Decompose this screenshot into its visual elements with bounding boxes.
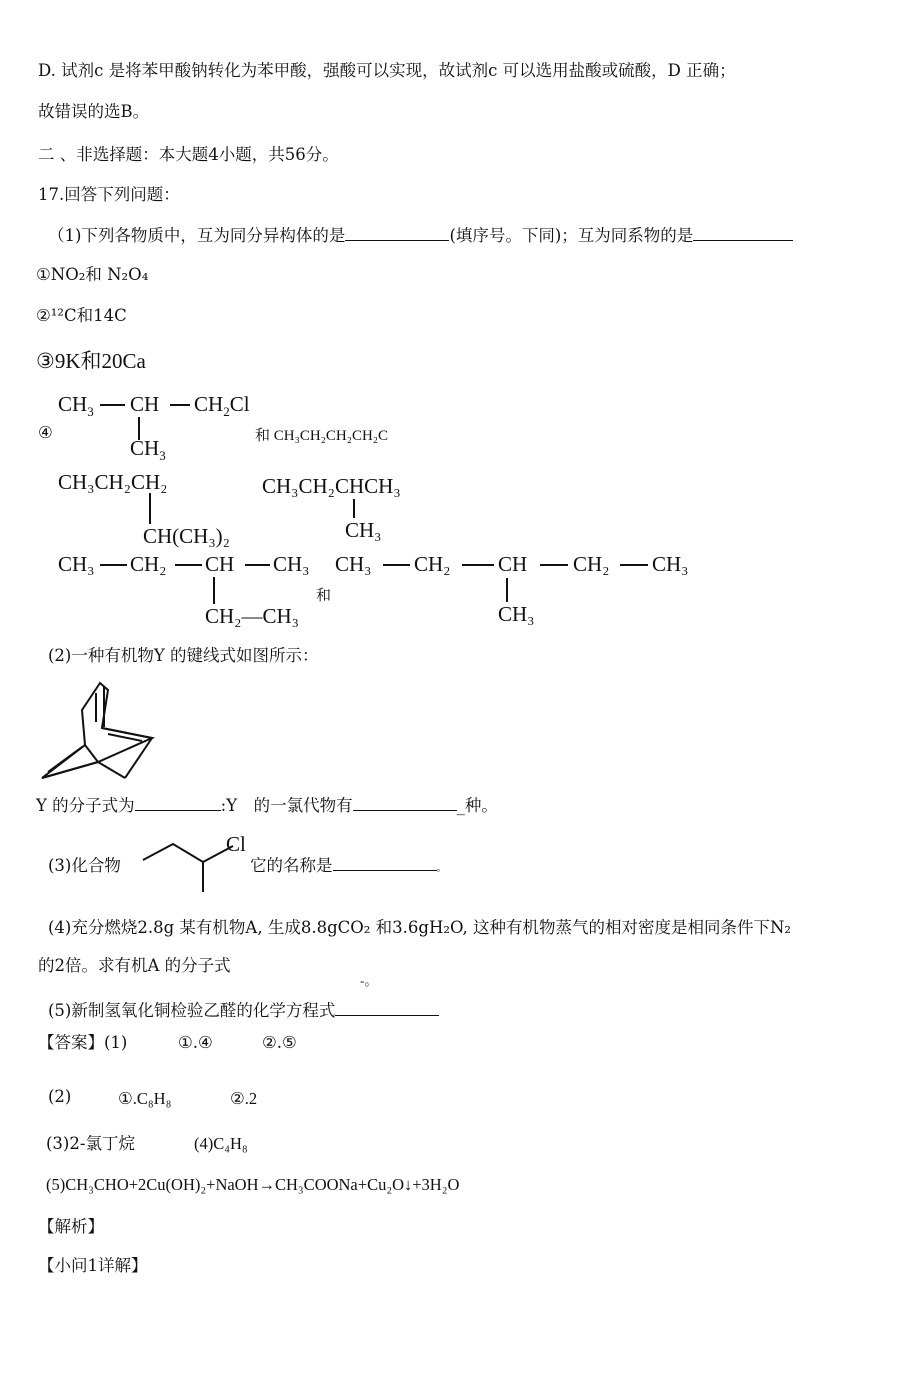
q4-mark: -。 (360, 973, 378, 988)
s5a-ch3-a: CH₃ (58, 552, 95, 576)
section-heading: 二 、非选择题：本大题4小题，共56分。 (38, 145, 339, 164)
answer-4: (4)C₄H₈ (194, 1134, 248, 1153)
s5b-ch3-a: CH₃ (335, 552, 372, 576)
compound-3-skeletal (143, 844, 233, 892)
s4-sub-ch3: $CH_3$ (130, 436, 166, 464)
analysis-heading: 【解析】 (38, 1217, 104, 1236)
s5a-ch2: CH₂ (130, 552, 167, 576)
s5a-ch3-b: CH₃ (273, 552, 310, 576)
item-4-label: ④ (38, 423, 53, 442)
item-1: ①NO₂和 N₂O₄ (36, 265, 149, 284)
conclusion-text: 故错误的选B。 (38, 102, 150, 121)
item-4-and: 和 CH₃CH₂CH₂CH₂C (255, 428, 389, 444)
s5b-ch: CH (498, 552, 528, 576)
item-2: ②¹²C和14C (36, 306, 127, 325)
q2-text: (2)一种有机物Y 的键线式如图所示： (48, 646, 319, 665)
s5b-bottom: CH₃ (498, 602, 535, 626)
answer-5: (5)CH₃CHO+2Cu(OH)₂+NaOH→CH₃COONa+Cu₂O↓+3H₂O (46, 1175, 460, 1194)
q1-part1: （1)下列各物质中，互为同分异构体的是 (48, 226, 346, 245)
s4-ch: CH (130, 392, 160, 416)
s5b-ch2-a: CH₂ (414, 552, 451, 576)
s5a-top: CH₃CH₂CH₂ (58, 470, 168, 494)
answer-heading: 【答案】(1) (38, 1033, 128, 1052)
s5a-bottom: CH₂—CH₃ (205, 604, 299, 628)
q3-label: (3)化合物 (48, 856, 121, 875)
s5b-ch3-b: CH₃ (652, 552, 689, 576)
question-17: 17.回答下列问题： (38, 185, 180, 204)
compound-y-skeletal (42, 683, 152, 778)
q3-text: 它的名称是 。 (250, 856, 447, 875)
item-5-and: 和 (316, 588, 332, 604)
item-3: ③9K和20Ca (36, 349, 146, 373)
answer-1-2: ②.⑤ (262, 1033, 297, 1052)
q4-line1: (4)充分燃烧2.8g 某有机物A, 生成8.8gCO₂ 和3.6gH₂O, 这种有机物蒸气的相对密度是相同条件下N₂ (48, 918, 792, 937)
answer-2-1: ①.C₈H₈ (118, 1089, 172, 1108)
s5b-top: CH₃CH₂CHCH₃ (262, 474, 401, 498)
answer-2-label: (2) (48, 1087, 72, 1106)
s5a-ch: CH (205, 552, 235, 576)
s4-ch3: $CH_3$ (58, 392, 94, 420)
q1-part2: (填序号。下同)；互为同系物的是 (449, 226, 694, 245)
s5a-mid: CH(CH₃)₂ (143, 524, 230, 548)
q4-line2: 的2倍。求有机A 的分子式 (38, 956, 231, 975)
option-d-text: D. 试剂c 是将苯甲酸钠转化为苯甲酸，强酸可以实现，故试剂c 可以选用盐酸或硫酸，D 正确； (38, 61, 736, 80)
s5b-mid: CH₃ (345, 518, 382, 542)
s5b-ch2-b: CH₂ (573, 552, 610, 576)
answer-3: (3)2-氯丁烷 (46, 1134, 135, 1153)
q5-text: (5)新制氢氧化铜检验乙醛的化学方程式 (48, 1000, 439, 1022)
answer-2-2: ②.2 (230, 1089, 258, 1108)
q3-cl: Cl (226, 832, 246, 856)
q2-formula-line: Y 的分子式为 :Y 的一氯代物有 _种。 (36, 796, 498, 815)
s4-ch2: $CH_2Cl$ (194, 392, 250, 420)
answer-1-1: ①.④ (178, 1033, 213, 1052)
detail-heading: 【小问1详解】 (38, 1256, 148, 1275)
